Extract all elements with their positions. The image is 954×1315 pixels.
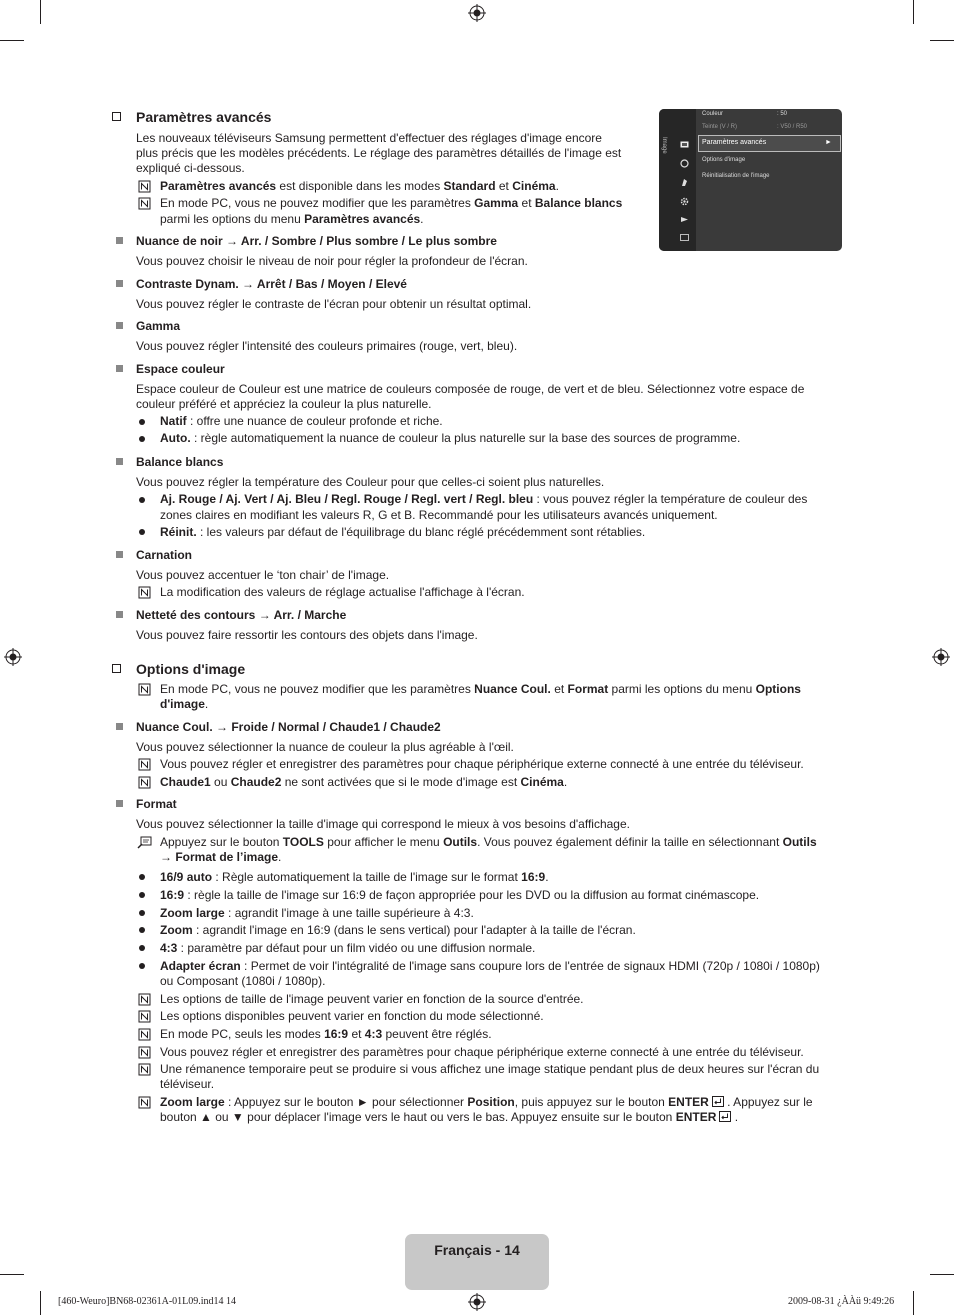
note-text: Paramètres avancés est disponible dans les modes Standard et Cinéma. [160,179,559,193]
setup-icon [680,197,689,206]
note-icon [138,1010,151,1023]
list-item: ou Composant (1080i / 1080p). [160,974,326,988]
note-text: Une rémanence temporaire peut se produire si vous affichez une image statique pendant plus de deux heures sur l'écran du [160,1062,820,1076]
item-heading: Netteté des contours → Arr. / Marche [136,608,347,622]
menu-row-couleur: Couleur [702,111,724,117]
item-body: Espace couleur de Couleur est une matrice de couleurs composée de rouge, de vert et de bleu. Sélectionnez votre espace de [136,382,805,396]
registration-mark-icon [468,4,486,22]
item-heading: Nuance de noir → Arr. / Sombre / Plus sombre / Le plus sombre [136,234,497,248]
list-item: 4:3 : paramètre par défaut pour un film vidéo ou une diffusion normale. [160,941,536,955]
intro-text: Les nouveaux téléviseurs Samsung permettent d'effectuer des réglages d'image encore [136,131,602,145]
list-item: Adapter écran : Permet de voir l'intégralité de l'image sans coupure lors de l'entrée de signaux HDMI (720p / 1080i / 1080p) [160,959,820,973]
list-dot-icon [139,892,145,898]
crop-mark [930,40,954,41]
list-dot-icon [139,419,145,425]
note-icon [138,586,151,599]
item-body: Vous pouvez faire ressortir les contours des objets dans l'image. [136,628,478,642]
list-dot-icon [139,497,145,503]
note-text: La modification des valeurs de réglage actualise l'affichage à l'écran. [160,585,525,599]
print-slug-date: 2009-08-31 ¿ÀÀü 9:49:26 [788,1296,895,1307]
item-bullet-icon [116,237,123,244]
menu-side-label: Image [661,137,667,154]
list-dot-icon [139,945,145,951]
list-item: Réinit. : les valeurs par défaut de l'équilibrage du blanc réglé précédemment sont rétablies. [160,525,646,539]
input-icon [680,215,689,224]
list-item: zones claires en modifiant les valeurs R, G et B. Recommandé pour les utilisateurs avancés uniquement. [160,508,718,522]
list-item: Zoom : agrandit l'image en 16:9 (dans le sens vertical) pour l'adapter à la taille de l'écran. [160,923,636,937]
tv-menu-screenshot [659,109,842,251]
note-text: téléviseur. [160,1077,215,1091]
note-text: En mode PC, seuls les modes 16:9 et 4:3 peuvent être réglés. [160,1027,492,1041]
item-body: Vous pouvez sélectionner la nuance de couleur la plus agréable à l'œil. [136,740,514,754]
application-icon [680,233,689,242]
note-text: En mode PC, vous ne pouvez modifier que les paramètres Nuance Coul. et Format parmi les options du menu Options [160,682,801,696]
crop-mark [930,1274,954,1275]
crop-mark [0,1274,24,1275]
note-icon [138,1046,151,1059]
menu-row-teinte: Teinte (V / R) [702,124,738,130]
menu-item-arrow-icon: ► [825,139,832,146]
item-heading: Balance blancs [136,455,224,469]
section-title: Options d'image [136,661,246,677]
item-bullet-icon [116,551,123,558]
menu-row-couleur-value: : 50 [777,111,788,117]
item-heading: Contraste Dynam. → Arrêt / Bas / Moyen / Elevé [136,277,407,291]
list-dot-icon [139,910,145,916]
note-icon [138,197,151,210]
item-heading: Carnation [136,548,193,562]
list-item: Auto. : règle automatiquement la nuance de couleur la plus naturelle sur la base des sources de programme. [160,431,741,445]
note-text: En mode PC, vous ne pouvez modifier que les paramètres Gamma et Balance blancs [160,196,623,210]
section-checkbox-icon [112,664,121,673]
list-item: Natif : offre une nuance de couleur profonde et riche. [160,414,443,428]
note-icon [138,683,151,696]
registration-mark-icon [932,648,950,666]
crop-mark [40,0,41,24]
menu-item-reinitialisation[interactable]: Réinitialisation de l'image [702,173,770,179]
note-text: Vous pouvez régler et enregistrer des paramètres pour chaque périphérique externe connecté à une entrée du téléviseur. [160,757,804,771]
list-item: 16/9 auto : Règle automatiquement la taille de l'image sur le format 16:9. [160,870,549,884]
item-bullet-icon [116,322,123,329]
item-heading: Format [136,797,177,811]
list-dot-icon [139,874,145,880]
menu-row-teinte-value: : V50 / R50 [777,124,808,130]
tools-icon [137,836,152,849]
note-text: Les options de taille de l'image peuvent varier en fonction de la source d'entrée. [160,992,584,1006]
item-body: Vous pouvez choisir le niveau de noir pour régler la profondeur de l'écran. [136,254,528,268]
page-number-badge [405,1234,549,1290]
item-body: Vous pouvez sélectionner la taille d'image qui correspond le mieux à vos besoins d'affichage. [136,817,630,831]
list-dot-icon [139,963,145,969]
item-bullet-icon [116,458,123,465]
note-text: Zoom large : Appuyez sur le bouton ► pour sélectionner Position, puis appuyez sur le bouton ENTER . Appuyez sur le [160,1095,813,1109]
enter-icon [719,1111,731,1122]
crop-mark [40,1291,41,1315]
note-text: Chaude1 ou Chaude2 ne sont activées que si le mode d'image est Cinéma. [160,775,568,789]
item-bullet-icon [116,723,123,730]
print-slug-file: [460-Weuro]BN68-02361A-01L09.ind14 14 [58,1296,237,1307]
tools-text: → Format de l’image. [160,850,282,864]
list-dot-icon [139,436,145,442]
intro-text: plus précis que les modèles précédents. Le réglage des paramètres détaillés de l'image est [136,146,622,160]
menu-sidebar [659,109,696,251]
enter-icon [712,1096,724,1107]
channel-icon [680,178,689,187]
page-number: Français - 14 [434,1242,520,1258]
item-body: Vous pouvez régler le contraste de l'écran pour obtenir un résultat optimal. [136,297,532,311]
item-body: Vous pouvez régler la température des Couleur pour que celles-ci soient plus naturelles. [136,475,605,489]
sound-icon [680,159,689,168]
item-bullet-icon [116,365,123,372]
item-bullet-icon [116,611,123,618]
note-icon [138,1063,151,1076]
note-text: parmi les options du menu Paramètres avancés. [160,212,424,226]
registration-mark-icon [468,1293,486,1311]
crop-mark [913,1291,914,1315]
item-bullet-icon [116,280,123,287]
crop-mark [913,0,914,24]
menu-item-options-image[interactable]: Options d'image [702,157,746,163]
note-icon [138,776,151,789]
note-text: Les options disponibles peuvent varier en fonction du mode sélectionné. [160,1009,544,1023]
note-text: bouton ▲ ou ▼ pour déplacer l'image vers le haut ou vers le bas. Appuyez ensuite sur le bouton ENTER . [160,1110,739,1124]
list-item: Aj. Rouge / Aj. Vert / Aj. Bleu / Regl. Rouge / Regl. vert / Regl. bleu : vous pouvez régler la température de couleur des [160,492,808,506]
item-body: Vous pouvez régler l'intensité des couleurs primaires (rouge, vert, bleu). [136,339,518,353]
intro-text: expliqué ci-dessous. [136,161,245,175]
note-text: d'image. [160,697,209,711]
list-dot-icon [139,927,145,933]
list-dot-icon [139,529,145,535]
list-item: Zoom large : agrandit l'image à une taille supérieure à 4:3. [160,906,474,920]
note-icon [138,180,151,193]
section-title: Paramètres avancés [136,109,272,125]
menu-item-parametres-avances[interactable]: Paramètres avancés [702,139,767,146]
tools-text: Appuyez sur le bouton TOOLS pour afficher le menu Outils. Vous pouvez également définir la taille en sélectionnant Outils [160,835,817,849]
item-bullet-icon [116,800,123,807]
note-icon [138,993,151,1006]
item-body: Vous pouvez accentuer le ‘ton chair’ de l'image. [136,568,390,582]
item-heading: Nuance Coul. → Froide / Normal / Chaude1 / Chaude2 [136,720,441,734]
note-icon [138,1028,151,1041]
list-item: 16:9 : règle la taille de l'image sur 16:9 de façon appropriée pour les DVD ou la diffusion au format cinémascope. [160,888,760,902]
item-heading: Gamma [136,319,181,333]
section-checkbox-icon [112,112,121,121]
note-text: Vous pouvez régler et enregistrer des paramètres pour chaque périphérique externe connecté à une entrée du téléviseur. [160,1045,804,1059]
picture-icon [680,140,689,149]
crop-mark [0,40,24,41]
note-icon [138,1096,151,1109]
registration-mark-icon [4,648,22,666]
item-heading: Espace couleur [136,362,225,376]
item-body: couleur préféré et appréciez la couleur la plus naturelle. [136,397,432,411]
note-icon [138,758,151,771]
